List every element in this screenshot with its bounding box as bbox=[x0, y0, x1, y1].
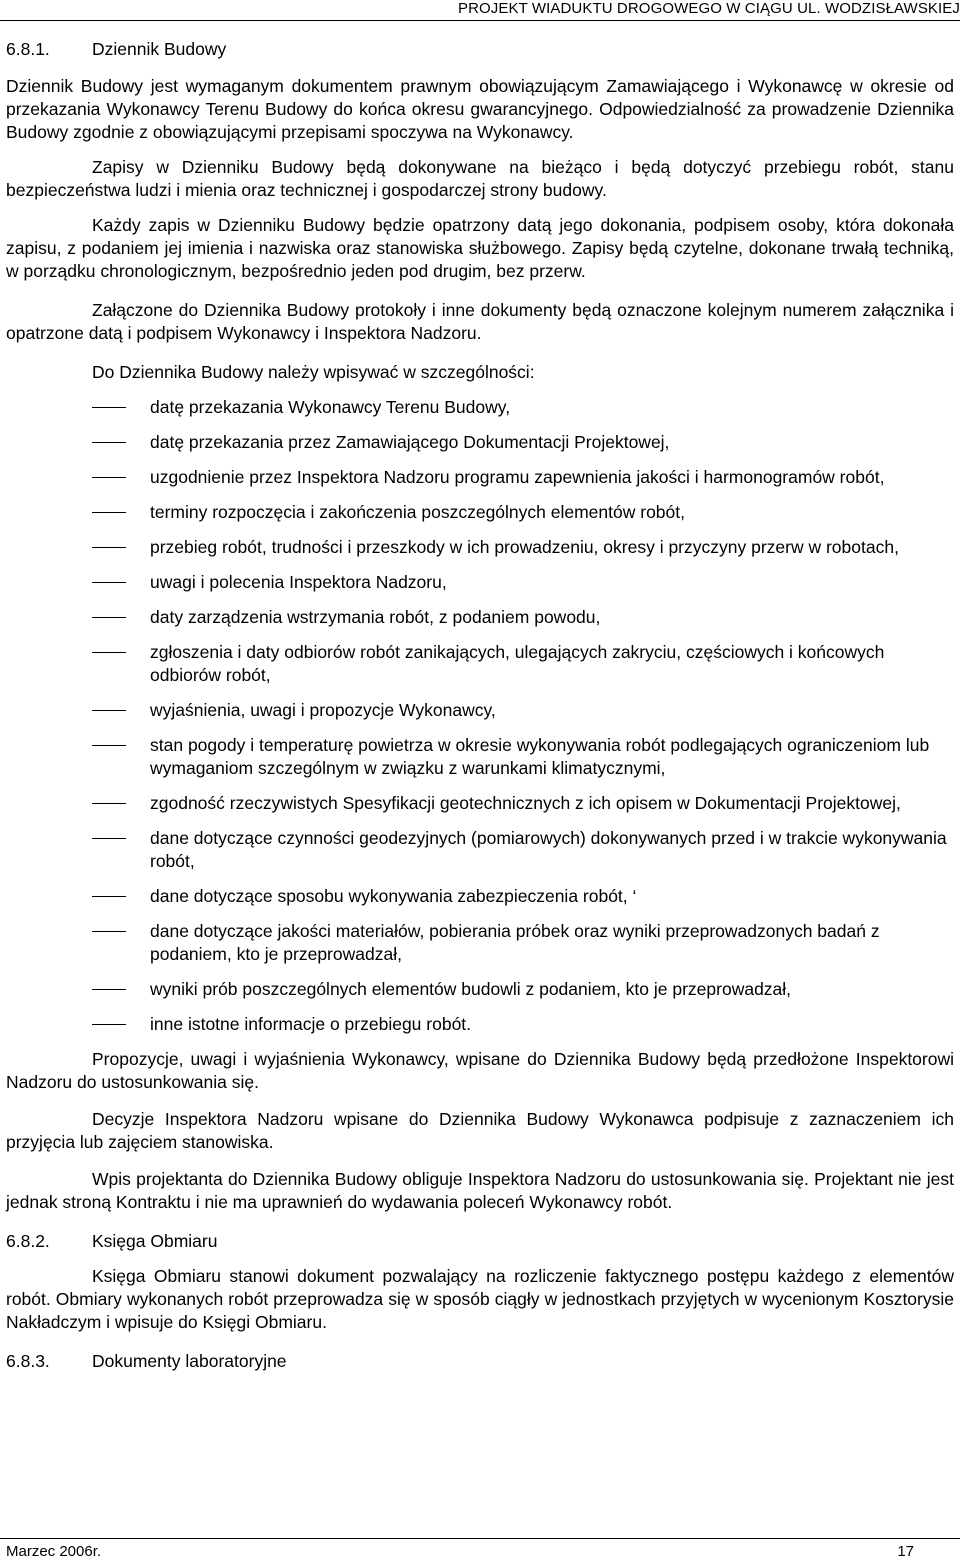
paragraph: Zapisy w Dzienniku Budowy będą dokonywane na bieżąco i będą dotyczyć przebiegu robót, stanu bezpieczeństwa ludzi i mienia oraz technicznej i gospodarczej strony budowy. bbox=[6, 157, 954, 200]
dash-bullet bbox=[6, 536, 150, 559]
dash-bullet bbox=[6, 978, 150, 1001]
list-item: wyniki prób poszczególnych elementów budowli z podaniem, kto je przeprowadzał, bbox=[6, 978, 954, 1001]
dash-bullet bbox=[6, 466, 150, 489]
dash-bullet bbox=[6, 501, 150, 524]
running-header: PROJEKT WIADUKTU DROGOWEGO W CIĄGU UL. WODZISŁAWSKIEJ bbox=[458, 0, 960, 17]
dash-bullet bbox=[6, 571, 150, 594]
dash-bullet bbox=[6, 1013, 150, 1036]
list-item: uzgodnienie przez Inspektora Nadzoru programu zapewnienia jakości i harmonogramów robót, bbox=[6, 466, 954, 489]
dash-bullet bbox=[6, 699, 150, 722]
dash-bullet bbox=[6, 885, 150, 908]
list-item: dane dotyczące sposobu wykonywania zabezpieczenia robót, ‘ bbox=[6, 885, 954, 908]
list-item: dane dotyczące jakości materiałów, pobierania próbek oraz wyniki przeprowadzonych badań z podaniem, kto je przeprowadzał, bbox=[6, 920, 954, 966]
list-item: inne istotne informacje o przebiegu robót. bbox=[6, 1013, 954, 1036]
dash-bullet bbox=[6, 641, 150, 687]
page-number: 17 bbox=[897, 1543, 914, 1560]
dash-bullet bbox=[6, 606, 150, 629]
list-item: dane dotyczące czynności geodezyjnych (pomiarowych) dokonywanych przed i w trakcie wykonywania robót, bbox=[6, 827, 954, 873]
document-body bbox=[6, 38, 954, 1373]
section-heading-6-8-2 bbox=[6, 1230, 954, 1253]
list-item: stan pogody i temperaturę powietrza w okresie wykonywania robót podlegających ograniczeniom lub wymaganiom szczególnym w związku z warunkami klimatycznymi, bbox=[6, 734, 954, 780]
list-item: terminy rozpoczęcia i zakończenia poszczególnych elementów robót, bbox=[6, 501, 954, 524]
section-heading-6-8-1 bbox=[6, 38, 954, 61]
list-intro: Do Dziennika Budowy należy wpisywać w szczególności: bbox=[92, 362, 535, 382]
dash-bullet bbox=[6, 920, 150, 966]
header-rule bbox=[0, 20, 960, 21]
dash-bullet bbox=[6, 431, 150, 454]
footer-date: Marzec 2006r. bbox=[6, 1543, 102, 1560]
paragraph: Propozycje, uwagi i wyjaśnienia Wykonawcy, wpisane do Dziennika Budowy będą przedłożone Inspektorowi Nadzoru do ustosunkowania się. bbox=[6, 1049, 954, 1092]
list-item: uwagi i polecenia Inspektora Nadzoru, bbox=[6, 571, 954, 594]
section-number: 6.8.1. bbox=[6, 39, 50, 59]
paragraph: Decyzje Inspektora Nadzoru wpisane do Dziennika Budowy Wykonawca podpisuje z zaznaczeniem ich przyjęcia lub zajęciem stanowiska. bbox=[6, 1109, 954, 1152]
section-title: Księga Obmiaru bbox=[92, 1231, 218, 1251]
list-item: daty zarządzenia wstrzymania robót, z podaniem powodu, bbox=[6, 606, 954, 629]
section-title: Dokumenty laboratoryjne bbox=[92, 1351, 287, 1371]
paragraph: Załączone do Dziennika Budowy protokoły i inne dokumenty będą oznaczone kolejnym numerem załącznika i opatrzone datą i podpisem Wykonawcy i Inspektora Nadzoru. bbox=[6, 300, 954, 343]
list-item: zgłoszenia i daty odbiorów robót zanikających, ulegających zakryciu, częściowych i końcowych odbiorów robót, bbox=[6, 641, 954, 687]
list-item: przebieg robót, trudności i przeszkody w ich prowadzeniu, okresy i przyczyny przerw w robotach, bbox=[6, 536, 954, 559]
list-item: datę przekazania Wykonawcy Terenu Budowy, bbox=[6, 396, 954, 419]
paragraph: Wpis projektanta do Dziennika Budowy obliguje Inspektora Nadzoru do ustosunkowania się. Projektant nie jest jednak stroną Kontraktu i nie ma uprawnień do wydawania poleceń Wykonawcy robót. bbox=[6, 1169, 954, 1212]
dash-bullet bbox=[6, 827, 150, 873]
section-number: 6.8.2. bbox=[6, 1231, 50, 1251]
paragraph: Każdy zapis w Dzienniku Budowy będzie opatrzony datą jego dokonania, podpisem osoby, która dokonała zapisu, z podaniem jej imienia i nazwiska oraz stanowiska służbowego. Zapisy będą czytelne, dokonane trwałą techniką, w porządku chronologicznym, bezpośrednio jeden pod drugim, bez przerw. bbox=[6, 215, 954, 281]
dash-bullet bbox=[6, 396, 150, 419]
list-item: zgodność rzeczywistych Spesyfikacji geotechnicznych z ich opisem w Dokumentacji Projektowej, bbox=[6, 792, 954, 815]
dash-bullet bbox=[6, 792, 150, 815]
entries-list bbox=[6, 396, 954, 1036]
paragraph: Dziennik Budowy jest wymaganym dokumentem prawnym obowiązującym Zamawiającego i Wykonawcę w okresie od przekazania Wykonawcy Terenu Budowy do końca okresu gwarancyjnego. Odpowiedzialność za prowadzenie Dziennika Budowy zgodnie z obowiązującymi przepisami spoczywa na Wykonawcy. bbox=[6, 76, 954, 142]
section-number: 6.8.3. bbox=[6, 1351, 50, 1371]
footer-rule bbox=[0, 1538, 960, 1539]
section-title: Dziennik Budowy bbox=[92, 39, 227, 59]
list-item: wyjaśnienia, uwagi i propozycje Wykonawcy, bbox=[6, 699, 954, 722]
list-item: datę przekazania przez Zamawiającego Dokumentacji Projektowej, bbox=[6, 431, 954, 454]
section-heading-6-8-3 bbox=[6, 1350, 954, 1373]
paragraph: Księga Obmiaru stanowi dokument pozwalający na rozliczenie faktycznego postępu każdego z elementów robót. Obmiary wykonanych robót przeprowadza się w sposób ciągły w jednostkach przyjętych w wycenionym Kosztorysie Nakładczym i wpisuje do Księgi Obmiaru. bbox=[6, 1266, 954, 1332]
dash-bullet bbox=[6, 734, 150, 780]
